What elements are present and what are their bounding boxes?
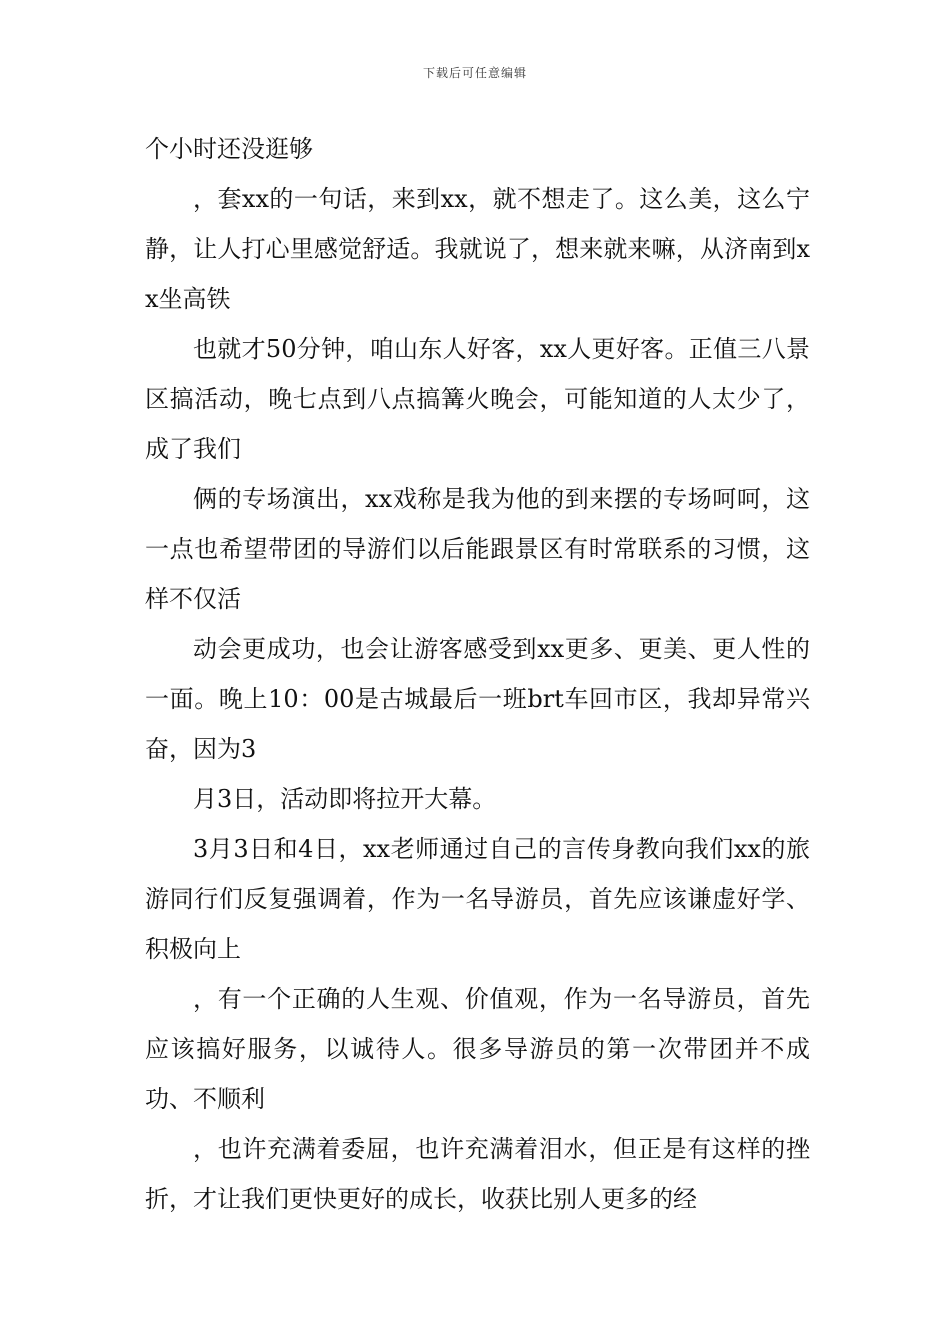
paragraph-2: ，套xx的一句话，来到xx，就不想走了。这么美，这么宁静，让人打心里感觉舒适。我就说了，想来就来嘛，从济南到xx坐高铁: [145, 185, 810, 313]
page-header: 下载后可任意编辑: [422, 66, 527, 80]
paragraph-7: 3月3日和4日，xx老师通过自己的言传身教向我们xx的旅游同行们反复强调着，作为一名导游员，首先应该谦虚好学、积极向上: [145, 835, 810, 963]
paragraph-1: 个小时还没逛够: [145, 135, 313, 163]
paragraph-6: 月3日，活动即将拉开大幕。: [193, 785, 497, 813]
paragraph-4: 俩的专场演出，xx戏称是我为他的到来摆的专场呵呵，这一点也希望带团的导游们以后能跟景区有时常联系的习惯，这样不仅活: [145, 485, 810, 613]
paragraph-5: 动会更成功，也会让游客感受到xx更多、更美、更人性的一面。晚上10：00是古城最后一班brt车回市区，我却异常兴奋，因为3: [145, 635, 810, 763]
paragraph-8: ，有一个正确的人生观、价值观，作为一名导游员，首先应该搞好服务，以诚待人。很多导游员的第一次带团并不成功、不顺利: [145, 985, 810, 1113]
paragraph-3: 也就才50分钟，咱山东人好客，xx人更好客。正值三八景区搞活动，晚七点到八点搞篝火晚会，可能知道的人太少了，成了我们: [145, 335, 810, 463]
document-body: [145, 124, 810, 1224]
paragraph-9: ，也许充满着委屈，也许充满着泪水，但正是有这样的挫折，才让我们更快更好的成长，收获比别人更多的经: [145, 1135, 810, 1213]
